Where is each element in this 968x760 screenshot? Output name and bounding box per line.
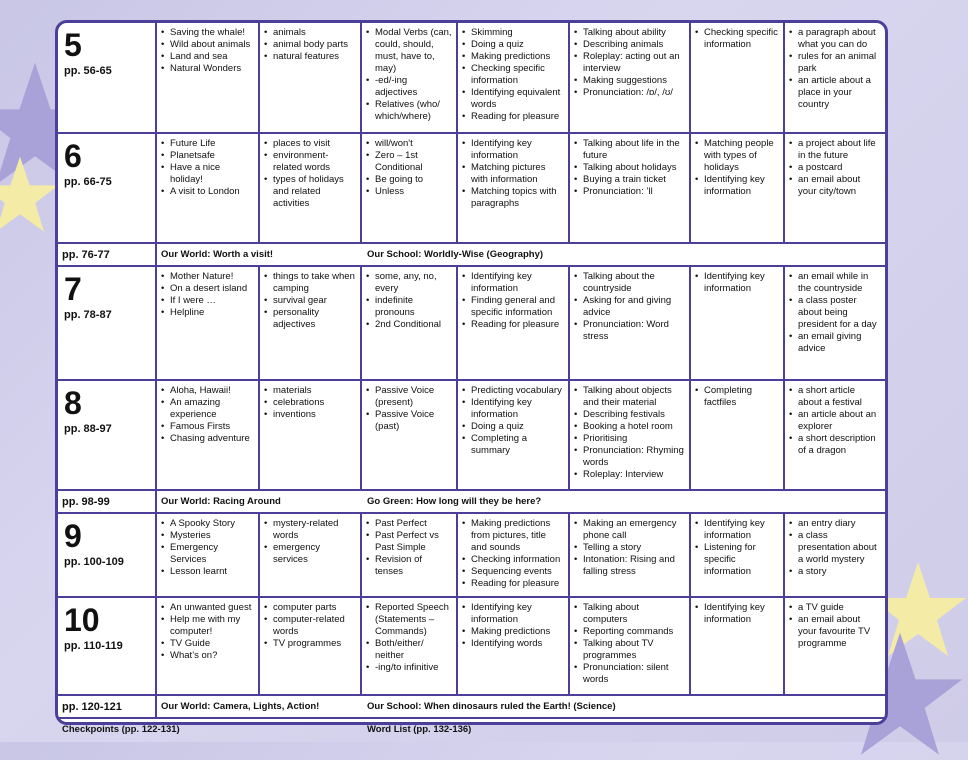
syllabus-table	[58, 23, 885, 740]
reading-cell	[457, 513, 569, 597]
reading-list	[462, 271, 564, 331]
list-item: • Describing festivals	[574, 409, 685, 421]
list-item: • Identifying key information	[695, 602, 779, 626]
speaking-list	[574, 518, 685, 578]
unit-number: 7	[64, 271, 82, 307]
unit-cell	[58, 513, 156, 597]
list-item: • Pronunciation: Rhyming words	[574, 445, 685, 469]
topics-list	[161, 271, 254, 319]
vocabulary-list	[264, 518, 356, 566]
list-item: • Zero – 1st Conditional	[366, 150, 452, 174]
band-left-title: Our World: Racing Around	[161, 495, 281, 507]
grammar-cell	[361, 597, 457, 695]
reading-list	[462, 385, 564, 457]
speaking-list	[574, 602, 685, 686]
list-item: • Lesson learnt	[161, 566, 254, 578]
writing-list	[789, 385, 881, 457]
listening-cell	[690, 380, 784, 490]
reading-cell	[457, 133, 569, 243]
grammar-cell	[361, 380, 457, 490]
band-right-title: Our School: Worldly-Wise (Geography)	[367, 248, 544, 260]
speaking-cell	[569, 23, 690, 133]
list-item: • Predicting vocabulary	[462, 385, 564, 397]
vocabulary-list	[264, 602, 356, 650]
unit-pages: pp. 110-119	[64, 640, 123, 652]
unit-row	[58, 266, 885, 380]
list-item: • Famous Firsts	[161, 421, 254, 433]
list-item: • Emergency Services	[161, 542, 254, 566]
list-item: • computer parts	[264, 602, 356, 614]
writing-cell	[784, 266, 885, 380]
list-item: • some, any, no, every	[366, 271, 452, 295]
list-item: • Both/either/ neither	[366, 638, 452, 662]
speaking-cell	[569, 266, 690, 380]
reading-cell	[457, 380, 569, 490]
reading-list	[462, 602, 564, 650]
list-item: • An unwanted guest	[161, 602, 254, 614]
listening-list	[695, 602, 779, 626]
list-item: • Matching pictures with information	[462, 162, 564, 186]
list-item: • personality adjectives	[264, 307, 356, 331]
list-item: • TV programmes	[264, 638, 356, 650]
list-item: • natural features	[264, 51, 356, 63]
list-item: • Roleplay: Interview	[574, 469, 685, 481]
unit-pages: pp. 100-109	[64, 556, 124, 568]
list-item: • Helpline	[161, 307, 254, 319]
band-content	[156, 243, 885, 266]
unit-cell	[58, 133, 156, 243]
list-item: • places to visit	[264, 138, 356, 150]
reading-list	[462, 27, 564, 123]
list-item: • Completing factfiles	[695, 385, 779, 409]
writing-cell	[784, 380, 885, 490]
list-item: • Talking about life in the future	[574, 138, 685, 162]
vocabulary-cell	[259, 23, 361, 133]
unit-number: 5	[64, 27, 82, 63]
list-item: • Passive Voice (past)	[366, 409, 452, 433]
list-item: • Talking about computers	[574, 602, 685, 626]
list-item: • Identifying key information	[462, 397, 564, 421]
vocabulary-cell	[259, 266, 361, 380]
writing-cell	[784, 597, 885, 695]
reading-cell	[457, 23, 569, 133]
list-item: • rules for an animal park	[789, 51, 881, 75]
list-item: • Matching topics with paragraphs	[462, 186, 564, 210]
reading-cell	[457, 597, 569, 695]
list-item: • Identifying key information	[462, 271, 564, 295]
list-item: • Doing a quiz	[462, 421, 564, 433]
list-item: • Talking about the countryside	[574, 271, 685, 295]
topics-cell	[156, 23, 259, 133]
writing-cell	[784, 23, 885, 133]
list-item: • Identifying key information	[462, 602, 564, 626]
grammar-cell	[361, 133, 457, 243]
list-item: • Checking specific information	[695, 27, 779, 51]
list-item: • Describing animals	[574, 39, 685, 51]
list-item: • Mysteries	[161, 530, 254, 542]
list-item: • Mother Nature!	[161, 271, 254, 283]
unit-cell	[58, 266, 156, 380]
list-item: • a short description of a dragon	[789, 433, 881, 457]
list-item: • An amazing experience	[161, 397, 254, 421]
grammar-list	[366, 27, 452, 123]
list-item: • Buying a train ticket	[574, 174, 685, 186]
list-item: • Past Perfect vs Past Simple	[366, 530, 452, 554]
topics-cell	[156, 266, 259, 380]
list-item: • an email about your city/town	[789, 174, 881, 198]
list-item: • Wild about animals	[161, 39, 254, 51]
list-item: • an article about a place in your country	[789, 75, 881, 111]
grammar-list	[366, 271, 452, 331]
grammar-list	[366, 138, 452, 198]
listening-cell	[690, 133, 784, 243]
list-item: • A visit to London	[161, 186, 254, 198]
list-item: • Land and sea	[161, 51, 254, 63]
footer-cell	[58, 718, 885, 740]
list-item: • an email about your favourite TV programme	[789, 614, 881, 650]
listening-cell	[690, 266, 784, 380]
speaking-list	[574, 138, 685, 198]
topics-list	[161, 385, 254, 445]
listening-cell	[690, 513, 784, 597]
grammar-cell	[361, 513, 457, 597]
list-item: • mystery-related words	[264, 518, 356, 542]
list-item: • Passive Voice (present)	[366, 385, 452, 409]
list-item: • Pronunciation: ’ll	[574, 186, 685, 198]
list-item: • Making predictions	[462, 51, 564, 63]
list-item: • Identifying key information	[462, 138, 564, 162]
list-item: • Prioritising	[574, 433, 685, 445]
list-item: • Reported Speech (Statements – Commands)	[366, 602, 452, 638]
vocabulary-cell	[259, 597, 361, 695]
list-item: • Making predictions	[462, 626, 564, 638]
list-item: • Identifying key information	[695, 174, 779, 198]
listening-list	[695, 385, 779, 409]
list-item: • inventions	[264, 409, 356, 421]
list-item: • Revision of tenses	[366, 554, 452, 578]
list-item: • Aloha, Hawaii!	[161, 385, 254, 397]
vocabulary-list	[264, 138, 356, 210]
list-item: • an email giving advice	[789, 331, 881, 355]
list-item: • Booking a hotel room	[574, 421, 685, 433]
topics-list	[161, 518, 254, 578]
footer-row	[58, 718, 885, 740]
list-item: • computer-related words	[264, 614, 356, 638]
topics-cell	[156, 513, 259, 597]
list-item: • a class presentation about a world mystery	[789, 530, 881, 566]
vocabulary-cell	[259, 513, 361, 597]
speaking-cell	[569, 597, 690, 695]
vocabulary-list	[264, 27, 356, 63]
unit-row	[58, 380, 885, 490]
list-item: • Future Life	[161, 138, 254, 150]
unit-row	[58, 23, 885, 133]
list-item: • Unless	[366, 186, 452, 198]
list-item: • Checking information	[462, 554, 564, 566]
topics-list	[161, 602, 254, 662]
unit-cell	[58, 597, 156, 695]
list-item: • Identifying key information	[695, 518, 779, 542]
list-item: • Relatives (who/ which/where)	[366, 99, 452, 123]
list-item: • Matching people with types of holidays	[695, 138, 779, 174]
listening-cell	[690, 597, 784, 695]
list-item: • Saving the whale!	[161, 27, 254, 39]
list-item: • Help me with my computer!	[161, 614, 254, 638]
list-item: • survival gear	[264, 295, 356, 307]
checkpoints-label: Checkpoints (pp. 122-131)	[62, 723, 180, 735]
list-item: • Roleplay: acting out an interview	[574, 51, 685, 75]
list-item: • Finding general and specific information	[462, 295, 564, 319]
writing-list	[789, 602, 881, 650]
speaking-cell	[569, 133, 690, 243]
list-item: • Doing a quiz	[462, 39, 564, 51]
writing-list	[789, 138, 881, 198]
list-item: • a paragraph about what you can do	[789, 27, 881, 51]
list-item: • Intonation: Rising and falling stress	[574, 554, 685, 578]
band-pages: pp. 120-121	[58, 695, 156, 718]
writing-cell	[784, 513, 885, 597]
reading-cell	[457, 266, 569, 380]
unit-pages: pp. 66-75	[64, 176, 112, 188]
writing-list	[789, 518, 881, 578]
list-item: • Completing a summary	[462, 433, 564, 457]
list-item: • Reading for pleasure	[462, 111, 564, 123]
list-item: • If I were …	[161, 295, 254, 307]
list-item: • a story	[789, 566, 881, 578]
list-item: • Be going to	[366, 174, 452, 186]
listening-list	[695, 271, 779, 295]
section-band-row	[58, 695, 885, 718]
unit-number: 10	[64, 602, 100, 638]
unit-cell	[58, 380, 156, 490]
list-item: • Natural Wonders	[161, 63, 254, 75]
list-item: • Planetsafe	[161, 150, 254, 162]
list-item: • a class poster about being president for a day	[789, 295, 881, 331]
list-item: • materials	[264, 385, 356, 397]
unit-cell	[58, 23, 156, 133]
list-item: • environment-related words	[264, 150, 356, 174]
list-item: • Reading for pleasure	[462, 578, 564, 590]
grammar-list	[366, 518, 452, 578]
band-right-title: Go Green: How long will they be here?	[367, 495, 542, 507]
unit-row	[58, 513, 885, 597]
list-item: • emergency services	[264, 542, 356, 566]
list-item: • What’s on?	[161, 650, 254, 662]
unit-pages: pp. 56-65	[64, 65, 112, 77]
band-right-title: Our School: When dinosaurs ruled the Earth! (Science)	[367, 700, 616, 712]
list-item: • Talking about TV programmes	[574, 638, 685, 662]
list-item: • Talking about holidays	[574, 162, 685, 174]
unit-number: 8	[64, 385, 82, 421]
star-icon	[0, 155, 60, 235]
list-item: • Pronunciation: Word stress	[574, 319, 685, 343]
list-item: • Identifying key information	[695, 271, 779, 295]
list-item: • -ing/to infinitive	[366, 662, 452, 674]
band-left-title: Our World: Worth a visit!	[161, 248, 274, 260]
speaking-cell	[569, 513, 690, 597]
list-item: • -ed/-ing adjectives	[366, 75, 452, 99]
reading-list	[462, 138, 564, 210]
topics-cell	[156, 597, 259, 695]
vocabulary-cell	[259, 133, 361, 243]
list-item: • On a desert island	[161, 283, 254, 295]
reading-list	[462, 518, 564, 590]
band-content	[156, 490, 885, 513]
list-item: • Reading for pleasure	[462, 319, 564, 331]
list-item: • A Spooky Story	[161, 518, 254, 530]
list-item: • Asking for and giving advice	[574, 295, 685, 319]
unit-number: 9	[64, 518, 82, 554]
vocabulary-list	[264, 385, 356, 421]
list-item: • an article about an explorer	[789, 409, 881, 433]
speaking-list	[574, 271, 685, 343]
writing-list	[789, 27, 881, 111]
vocabulary-cell	[259, 380, 361, 490]
list-item: • Modal Verbs (can, could, should, must, have to, may)	[366, 27, 452, 75]
band-pages: pp. 98-99	[58, 490, 156, 513]
list-item: • Pronunciation: /ɒ/, /ʊ/	[574, 87, 685, 99]
list-item: • Listening for specific information	[695, 542, 779, 578]
list-item: • a project about life in the future	[789, 138, 881, 162]
list-item: • a postcard	[789, 162, 881, 174]
unit-pages: pp. 78-87	[64, 309, 112, 321]
listening-list	[695, 27, 779, 51]
grammar-cell	[361, 266, 457, 380]
list-item: • Talking about ability	[574, 27, 685, 39]
list-item: • Identifying words	[462, 638, 564, 650]
listening-list	[695, 138, 779, 198]
unit-pages: pp. 88-97	[64, 423, 112, 435]
list-item: • a short article about a festival	[789, 385, 881, 409]
list-item: • animal body parts	[264, 39, 356, 51]
writing-list	[789, 271, 881, 355]
unit-row	[58, 597, 885, 695]
list-item: • TV Guide	[161, 638, 254, 650]
list-item: • Skimming	[462, 27, 564, 39]
band-content	[156, 695, 885, 718]
speaking-list	[574, 385, 685, 481]
list-item: • Talking about objects and their material	[574, 385, 685, 409]
list-item: • types of holidays and related activities	[264, 174, 356, 210]
list-item: • Making suggestions	[574, 75, 685, 87]
list-item: • indefinite pronouns	[366, 295, 452, 319]
syllabus-frame	[55, 20, 888, 735]
list-item: • 2nd Conditional	[366, 319, 452, 331]
unit-number: 6	[64, 138, 82, 174]
list-item: • Reporting commands	[574, 626, 685, 638]
list-item: • things to take when camping	[264, 271, 356, 295]
list-item: • animals	[264, 27, 356, 39]
list-item: • a TV guide	[789, 602, 881, 614]
grammar-list	[366, 602, 452, 674]
section-band-row	[58, 490, 885, 513]
list-item: • Checking specific information	[462, 63, 564, 87]
unit-row	[58, 133, 885, 243]
grammar-cell	[361, 23, 457, 133]
grammar-list	[366, 385, 452, 433]
list-item: • Telling a story	[574, 542, 685, 554]
list-item: • an entry diary	[789, 518, 881, 530]
listening-list	[695, 518, 779, 578]
list-item: • Pronunciation: silent words	[574, 662, 685, 686]
list-item: • will/won't	[366, 138, 452, 150]
topics-list	[161, 138, 254, 198]
speaking-list	[574, 27, 685, 99]
topics-cell	[156, 133, 259, 243]
writing-cell	[784, 133, 885, 243]
list-item: • Sequencing events	[462, 566, 564, 578]
listening-cell	[690, 23, 784, 133]
list-item: • celebrations	[264, 397, 356, 409]
section-band-row	[58, 243, 885, 266]
list-item: • Chasing adventure	[161, 433, 254, 445]
band-pages: pp. 76-77	[58, 243, 156, 266]
list-item: • Have a nice holiday!	[161, 162, 254, 186]
list-item: • Making an emergency phone call	[574, 518, 685, 542]
list-item: • Past Perfect	[366, 518, 452, 530]
word-list-label: Word List (pp. 132-136)	[367, 723, 472, 735]
list-item: • Identifying equivalent words	[462, 87, 564, 111]
list-item: • an email while in the countryside	[789, 271, 881, 295]
topics-list	[161, 27, 254, 75]
speaking-cell	[569, 380, 690, 490]
list-item: • Making predictions from pictures, title and sounds	[462, 518, 564, 554]
vocabulary-list	[264, 271, 356, 331]
band-left-title: Our World: Camera, Lights, Action!	[161, 700, 320, 712]
topics-cell	[156, 380, 259, 490]
